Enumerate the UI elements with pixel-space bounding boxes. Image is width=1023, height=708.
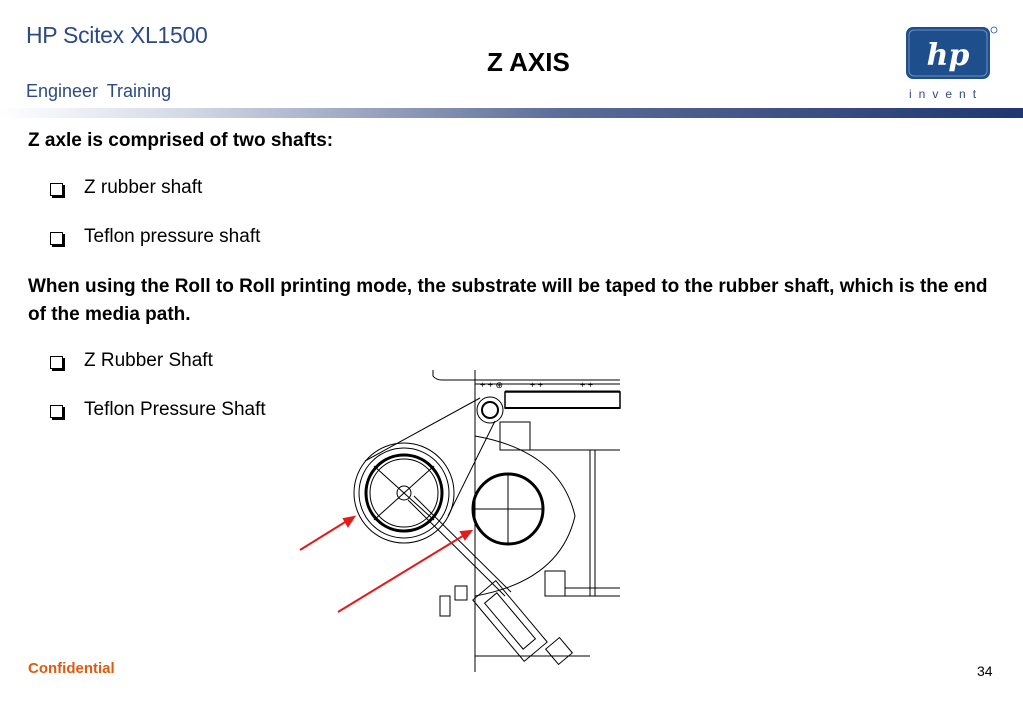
- bullet-z-rubber-shaft-2: [50, 350, 213, 372]
- brand-subtitle: Engineer Training: [26, 81, 172, 101]
- svg-text:+ + ⊕: + + ⊕: [480, 380, 504, 390]
- bullet-teflon-pressure-shaft: [50, 226, 260, 248]
- invent-tagline: invent: [909, 87, 984, 101]
- z-axis-diagram: [290, 366, 630, 683]
- bullet-text: Teflon Pressure Shaft: [84, 399, 266, 420]
- hp-logo-icon: [903, 25, 1003, 85]
- hp-logo-text: hp: [926, 38, 970, 73]
- roll-to-roll-paragraph: When using the Roll to Roll printing mode, the substrate will be taped to the rubber shaft, which is the end of the media path.: [28, 276, 988, 325]
- svg-text:+ +: + +: [530, 380, 544, 390]
- bullet-text: Z Rubber Shaft: [84, 350, 213, 371]
- svg-text:+ +: + +: [580, 380, 594, 390]
- bullet-z-rubber-shaft: [50, 177, 202, 199]
- header-divider: [0, 108, 1023, 118]
- bullet-teflon-pressure-shaft-2: [50, 399, 266, 421]
- checkbox-bullet-icon: [50, 405, 63, 418]
- bullet-text: Z rubber shaft: [84, 177, 203, 198]
- z-axis-mechanical-drawing: [290, 366, 630, 678]
- bullet-text: Teflon pressure shaft: [84, 226, 261, 247]
- slide-title: Z AXIS: [487, 47, 570, 77]
- intro-heading: Z axle is comprised of two shafts:: [28, 130, 334, 151]
- confidential-label: Confidential: [28, 660, 115, 677]
- checkbox-bullet-icon: [50, 183, 63, 196]
- checkbox-bullet-icon: [50, 232, 63, 245]
- page-number: 34: [977, 663, 993, 679]
- brand-title: HP Scitex XL1500: [26, 22, 208, 48]
- checkbox-bullet-icon: [50, 356, 63, 369]
